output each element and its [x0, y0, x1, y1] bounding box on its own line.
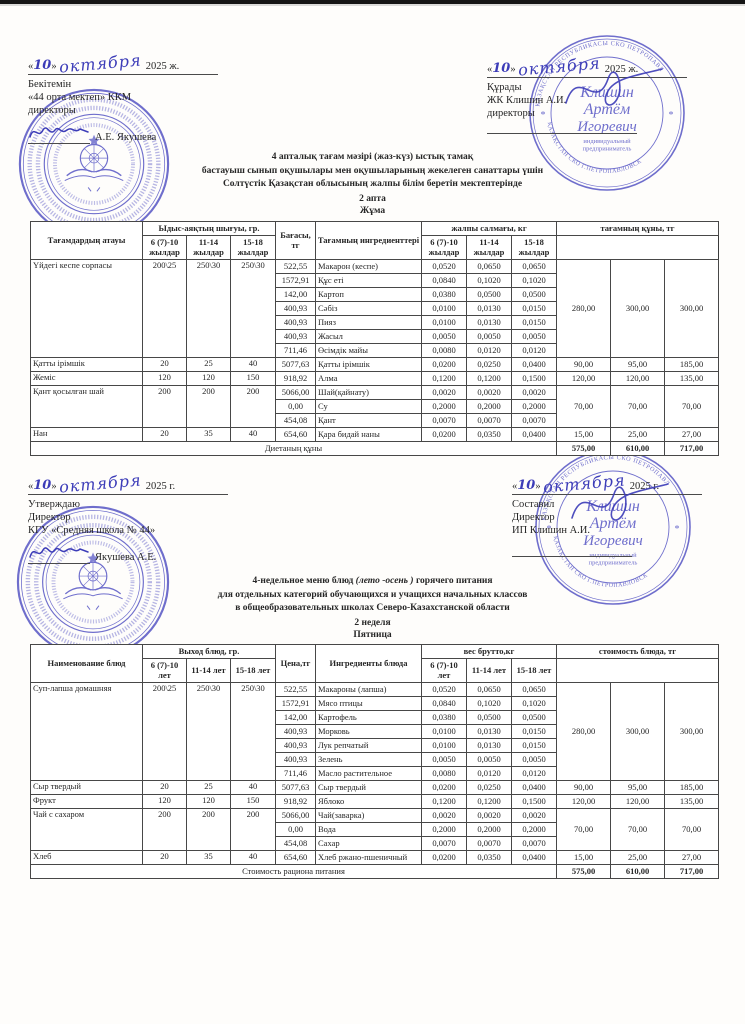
- ingredient-weight-cell: 0,0130: [467, 738, 512, 752]
- ingredient-weight-cell: 0,0250: [467, 357, 512, 371]
- col-header-output-group: Выход блюд, гр.: [143, 645, 276, 659]
- ingredient-name-cell: Қант: [316, 413, 422, 427]
- dish-name-cell: Хлеб: [31, 850, 143, 864]
- date-quote: »: [51, 61, 57, 72]
- ingredient-weight-cell: 0,1020: [467, 273, 512, 287]
- ingredient-weight-cell: 0,0050: [512, 752, 557, 766]
- dish-output-cell: 40: [231, 357, 276, 371]
- title-line: для отдельных категорий обучающихся и учащихся начальных классов: [217, 589, 528, 600]
- ingredient-price-cell: 654,60: [276, 427, 316, 441]
- ingredient-name-cell: Пияз: [316, 315, 422, 329]
- title-part: 4-недельное меню блюд: [252, 576, 356, 586]
- ingredient-name-cell: Қара бидай наны: [316, 427, 422, 441]
- dish-cost-cell: 90,00: [557, 357, 611, 371]
- handwritten-day: 10: [33, 478, 52, 493]
- dish-output-cell: 250\30: [231, 682, 276, 780]
- ingredient-weight-cell: 0,2000: [467, 399, 512, 413]
- ingredient-weight-cell: 0,0070: [512, 836, 557, 850]
- title-line: [0, 575, 745, 589]
- document-title-kk: [0, 151, 745, 192]
- total-cost-cell: 610,00: [611, 441, 665, 455]
- dish-cost-cell: 300,00: [611, 259, 665, 357]
- ingredient-weight-cell: 0,0100: [422, 738, 467, 752]
- col-header-age-range: 11-14 жылдар: [187, 235, 231, 259]
- ingredient-weight-cell: 0,0120: [512, 343, 557, 357]
- ingredient-weight-cell: 0,0400: [512, 357, 557, 371]
- signature: [28, 121, 90, 144]
- dish-output-cell: 35: [187, 850, 231, 864]
- total-cost-cell: 575,00: [557, 864, 611, 878]
- ingredient-name-cell: Сыр твердый: [316, 780, 422, 794]
- ingredient-weight-cell: 0,0070: [467, 413, 512, 427]
- dish-name-cell: Суп-лапша домашняя: [31, 682, 143, 780]
- ingredient-price-cell: 5066,00: [276, 385, 316, 399]
- dish-cost-cell: 300,00: [665, 682, 719, 780]
- handwritten-month: октября: [516, 53, 601, 80]
- ingredient-weight-cell: 0,0100: [422, 301, 467, 315]
- ingredient-weight-cell: 0,0400: [512, 850, 557, 864]
- ingredient-weight-cell: 0,0070: [467, 836, 512, 850]
- ingredient-price-cell: 1572,91: [276, 696, 316, 710]
- title-line: в общеобразовательных школах Северо-Казахстанской области: [235, 603, 510, 613]
- date-quote: »: [510, 64, 516, 75]
- title-line: бастауыш сынып оқушылары мен оқушыларының жекелеген санаттары үшін: [201, 165, 544, 176]
- dish-output-cell: 120: [143, 794, 187, 808]
- ingredient-weight-cell: 0,0840: [422, 273, 467, 287]
- ingredient-weight-cell: 0,0650: [467, 682, 512, 696]
- ingredient-weight-cell: 0,0130: [467, 315, 512, 329]
- signature-line: [487, 120, 637, 134]
- col-header-age-range: 6 (7)-10 жылдар: [143, 235, 187, 259]
- title-part: горячего питания: [413, 576, 493, 586]
- dish-output-cell: 120: [143, 371, 187, 385]
- dish-output-cell: 40: [231, 850, 276, 864]
- dish-name-cell: Нан: [31, 427, 143, 441]
- approve-word: Бекітемін: [28, 79, 72, 90]
- dish-cost-cell: 120,00: [557, 794, 611, 808]
- date-quote: «: [28, 61, 34, 72]
- ingredient-weight-cell: 0,0050: [422, 752, 467, 766]
- ingredient-price-cell: 711,46: [276, 343, 316, 357]
- ingredient-name-cell: Морковь: [316, 724, 422, 738]
- ingredient-price-cell: 711,46: [276, 766, 316, 780]
- date-year: 2025 ж.: [604, 64, 639, 75]
- col-header-cost-group: тағамның құны, тг: [557, 222, 719, 236]
- dish-output-cell: 20: [143, 780, 187, 794]
- col-header-cost-group: стоимость блюда, тг: [557, 645, 719, 659]
- dish-cost-cell: 120,00: [611, 371, 665, 385]
- ingredient-weight-cell: 0,2000: [422, 822, 467, 836]
- ingredient-name-cell: Қатты ірімшік: [316, 357, 422, 371]
- dish-cost-cell: 185,00: [665, 780, 719, 794]
- ingredient-name-cell: Лук репчатый: [316, 738, 422, 752]
- ingredient-weight-cell: 0,0200: [422, 850, 467, 864]
- ingredient-weight-cell: 0,1020: [512, 696, 557, 710]
- ingredient-weight-cell: 0,0050: [512, 329, 557, 343]
- ingredient-weight-cell: 0,0080: [422, 343, 467, 357]
- table-footer-label: Стоимость рациона питания: [31, 864, 557, 878]
- signer-role: директоры: [487, 108, 535, 119]
- handwritten-day: 10: [517, 478, 536, 493]
- ingredient-weight-cell: 0,0100: [422, 315, 467, 329]
- dish-cost-cell: 90,00: [557, 780, 611, 794]
- handwritten-month: октября: [541, 470, 626, 497]
- dish-output-cell: 35: [187, 427, 231, 441]
- ingredient-name-cell: Құс еті: [316, 273, 422, 287]
- ingredient-weight-cell: 0,1200: [422, 794, 467, 808]
- approval-block-kk: [28, 50, 218, 144]
- dish-name-cell: Қант қосылған шай: [31, 385, 143, 427]
- ingredient-weight-cell: 0,0350: [467, 427, 512, 441]
- date-quote: «: [512, 481, 518, 492]
- ingredient-name-cell: Мясо птицы: [316, 696, 422, 710]
- col-header-ingredients: Тағамның ингредиенттері: [316, 222, 422, 260]
- table-footer-label: Диетаның құны: [31, 441, 557, 455]
- ingredient-price-cell: 1572,91: [276, 273, 316, 287]
- compose-word: Құрады: [487, 82, 522, 93]
- ingredient-weight-cell: 0,1500: [512, 371, 557, 385]
- dish-output-cell: 200\25: [143, 682, 187, 780]
- col-header-age-range: 6 (7)-10 жылдар: [422, 235, 467, 259]
- dish-cost-cell: 280,00: [557, 682, 611, 780]
- dish-cost-cell: 120,00: [611, 794, 665, 808]
- ingredient-weight-cell: 0,0400: [512, 780, 557, 794]
- ingredient-weight-cell: 0,1200: [467, 794, 512, 808]
- ingredient-name-cell: Макарон (кеспе): [316, 259, 422, 273]
- ingredient-price-cell: 454,08: [276, 836, 316, 850]
- ingredient-name-cell: Вода: [316, 822, 422, 836]
- ingredient-weight-cell: 0,0080: [422, 766, 467, 780]
- dish-output-cell: 200: [187, 808, 231, 850]
- dish-output-cell: 250\30: [187, 259, 231, 357]
- ingredient-weight-cell: 0,0020: [512, 385, 557, 399]
- col-header-age-range: 11-14 лет: [187, 658, 231, 682]
- dish-output-cell: 200: [143, 385, 187, 427]
- ingredient-weight-cell: 0,0020: [422, 808, 467, 822]
- ingredient-weight-cell: 0,0020: [467, 808, 512, 822]
- ingredient-weight-cell: 0,0200: [422, 357, 467, 371]
- title-line: Солтүстік Қазақстан облысының жалпы білім беретін мектептерінде: [222, 179, 523, 189]
- ingredient-name-cell: Шай(қайнату): [316, 385, 422, 399]
- organization-name: «44 орта мектеп» ККМ: [28, 92, 132, 103]
- col-header-weight-group: жалпы салмағы, кг: [422, 222, 557, 236]
- ingredient-weight-cell: 0,0400: [512, 427, 557, 441]
- date-quote: «: [28, 481, 34, 492]
- ingredient-weight-cell: 0,0650: [512, 259, 557, 273]
- ingredient-price-cell: 5066,00: [276, 808, 316, 822]
- col-header-age-range: 15-18 жылдар: [512, 235, 557, 259]
- ingredient-price-cell: 522,55: [276, 259, 316, 273]
- handwritten-month: октября: [57, 470, 142, 497]
- ingredient-name-cell: Алма: [316, 371, 422, 385]
- dish-name-cell: Үйдегі кеспе сорпасы: [31, 259, 143, 357]
- dish-output-cell: 200: [231, 808, 276, 850]
- title-part-italic: (лето -осень ): [355, 576, 414, 586]
- dish-name-cell: Фрукт: [31, 794, 143, 808]
- col-header-age-range: 15-18 жылдар: [231, 235, 276, 259]
- ingredient-weight-cell: 0,0130: [467, 724, 512, 738]
- ingredient-price-cell: 0,00: [276, 822, 316, 836]
- dish-cost-cell: 25,00: [611, 850, 665, 864]
- dish-output-cell: 150: [231, 794, 276, 808]
- dish-output-cell: 40: [231, 427, 276, 441]
- ingredient-name-cell: Өсімдік майы: [316, 343, 422, 357]
- date-line: [28, 470, 228, 497]
- dish-cost-cell: 70,00: [611, 385, 665, 427]
- signer-role: Директор: [512, 512, 555, 523]
- ingredient-weight-cell: 0,1200: [422, 371, 467, 385]
- col-header-weight-group: вес брутто,кг: [422, 645, 557, 659]
- ingredient-name-cell: Хлеб ржано-пшеничный: [316, 850, 422, 864]
- col-header-dish-name: Наименование блюд: [31, 645, 143, 683]
- dish-name-cell: Қатты ірімшік: [31, 357, 143, 371]
- ingredient-weight-cell: 0,0050: [422, 329, 467, 343]
- ingredient-weight-cell: 0,0500: [512, 710, 557, 724]
- dish-output-cell: 200: [187, 385, 231, 427]
- ingredient-price-cell: 400,93: [276, 752, 316, 766]
- ingredient-weight-cell: 0,0020: [422, 385, 467, 399]
- dish-cost-cell: 135,00: [665, 371, 719, 385]
- ingredient-weight-cell: 0,0120: [467, 343, 512, 357]
- dish-cost-cell: 70,00: [665, 385, 719, 427]
- ingredient-price-cell: 5077,63: [276, 357, 316, 371]
- ingredient-weight-cell: 0,0520: [422, 259, 467, 273]
- ingredient-price-cell: 400,93: [276, 315, 316, 329]
- ingredient-weight-cell: 0,1020: [512, 273, 557, 287]
- ingredient-weight-cell: 0,0500: [512, 287, 557, 301]
- ingredient-weight-cell: 0,0020: [512, 808, 557, 822]
- ingredient-weight-cell: 0,0050: [467, 329, 512, 343]
- dish-output-cell: 120: [187, 794, 231, 808]
- ingredient-price-cell: 400,93: [276, 329, 316, 343]
- ingredient-weight-cell: 0,0120: [512, 766, 557, 780]
- col-header-dish-name: Тағамдардың атауы: [31, 222, 143, 260]
- ingredient-weight-cell: 0,1500: [512, 794, 557, 808]
- organization-name: КГУ «Средняя школа № 44»: [28, 525, 156, 536]
- ru-menu-table: [30, 644, 719, 879]
- dish-output-cell: 200: [231, 385, 276, 427]
- ingredient-name-cell: Чай(заварка): [316, 808, 422, 822]
- ingredient-weight-cell: 0,0350: [467, 850, 512, 864]
- ingredient-weight-cell: 0,0500: [467, 710, 512, 724]
- col-header-age-range: 6 (7)-10 лет: [422, 658, 467, 682]
- total-cost-cell: 610,00: [611, 864, 665, 878]
- document-title-ru: [0, 575, 745, 616]
- ingredient-weight-cell: 0,0070: [512, 413, 557, 427]
- dish-output-cell: 25: [187, 780, 231, 794]
- ingredient-weight-cell: 0,0020: [467, 385, 512, 399]
- col-header-price: Цена,тг: [276, 645, 316, 683]
- ingredient-name-cell: Сахар: [316, 836, 422, 850]
- ingredient-price-cell: 400,93: [276, 301, 316, 315]
- ingredient-weight-cell: 0,0380: [422, 710, 467, 724]
- ingredient-weight-cell: 0,2000: [512, 822, 557, 836]
- col-header-age-range: 11-14 жылдар: [467, 235, 512, 259]
- ingredient-weight-cell: 0,0150: [512, 301, 557, 315]
- date-year: 2025 г.: [145, 481, 176, 492]
- ingredient-weight-cell: 0,1200: [467, 371, 512, 385]
- col-header-age-range: 6 (7)-10 лет: [143, 658, 187, 682]
- date-year: 2025 ж.: [145, 61, 180, 72]
- ingredient-price-cell: 0,00: [276, 399, 316, 413]
- kk-menu-table: [30, 221, 719, 456]
- ingredient-price-cell: 142,00: [276, 710, 316, 724]
- dish-cost-cell: 300,00: [665, 259, 719, 357]
- ingredient-weight-cell: 0,0250: [467, 780, 512, 794]
- col-header-age-range: 15-18 лет: [231, 658, 276, 682]
- week-label-kk: 2 апта: [359, 194, 386, 204]
- ingredient-name-cell: Су: [316, 399, 422, 413]
- dish-name-cell: Жеміс: [31, 371, 143, 385]
- ingredient-name-cell: Картоп: [316, 287, 422, 301]
- ingredient-weight-cell: 0,0650: [467, 259, 512, 273]
- date-year: 2025 г.: [629, 481, 660, 492]
- dish-cost-cell: 95,00: [611, 357, 665, 371]
- ingredient-name-cell: Сәбіз: [316, 301, 422, 315]
- ingredient-weight-cell: 0,2000: [422, 399, 467, 413]
- dish-output-cell: 250\30: [231, 259, 276, 357]
- title-line: 4 апталық тағам мәзірі (жаз-күз) ыстық тамақ: [271, 152, 474, 162]
- signature: [566, 470, 676, 536]
- ingredient-weight-cell: 0,0070: [422, 836, 467, 850]
- approval-block-ru: [28, 470, 228, 564]
- dish-output-cell: 20: [143, 427, 187, 441]
- dish-cost-cell: 280,00: [557, 259, 611, 357]
- col-header-ingredients: Ингредиенты блюда: [316, 645, 422, 683]
- dish-cost-cell: 95,00: [611, 780, 665, 794]
- ingredient-weight-cell: 0,0130: [467, 301, 512, 315]
- ingredient-weight-cell: 0,0150: [512, 315, 557, 329]
- ingredient-price-cell: 918,92: [276, 794, 316, 808]
- handwritten-day: 10: [492, 61, 511, 76]
- signer-name: А.Е. Якушева: [95, 132, 157, 143]
- dish-cost-cell: 15,00: [557, 427, 611, 441]
- dish-cost-cell: 300,00: [611, 682, 665, 780]
- ingredient-name-cell: Яблоко: [316, 794, 422, 808]
- compose-word: Составил: [512, 499, 555, 510]
- ingredient-price-cell: 918,92: [276, 371, 316, 385]
- ingredient-price-cell: 400,93: [276, 738, 316, 752]
- dish-cost-cell: 135,00: [665, 794, 719, 808]
- ingredient-weight-cell: 0,0200: [422, 427, 467, 441]
- week-label-ru: 2 неделя: [354, 618, 391, 628]
- ingredient-weight-cell: 0,0840: [422, 696, 467, 710]
- dish-output-cell: 200\25: [143, 259, 187, 357]
- dish-output-cell: 20: [143, 357, 187, 371]
- dish-cost-cell: 70,00: [665, 808, 719, 850]
- dish-cost-cell: 70,00: [557, 808, 611, 850]
- col-header-price: Бағасы, тг: [276, 222, 316, 260]
- col-header-output-group: Ыдыс-аяқтың шығуы, гр.: [143, 222, 276, 236]
- dish-output-cell: 150: [231, 371, 276, 385]
- ingredient-price-cell: 5077,63: [276, 780, 316, 794]
- signature: [560, 55, 670, 121]
- ingredient-price-cell: 142,00: [276, 287, 316, 301]
- dish-cost-cell: 25,00: [611, 427, 665, 441]
- dish-output-cell: 120: [187, 371, 231, 385]
- ingredient-weight-cell: 0,1020: [467, 696, 512, 710]
- ingredient-weight-cell: 0,0150: [512, 738, 557, 752]
- dish-output-cell: 25: [187, 357, 231, 371]
- ingredient-price-cell: 654,60: [276, 850, 316, 864]
- ingredient-weight-cell: 0,2000: [512, 399, 557, 413]
- ingredient-name-cell: Картофель: [316, 710, 422, 724]
- dish-name-cell: Сыр твердый: [31, 780, 143, 794]
- handwritten-month: октября: [57, 50, 142, 77]
- ingredient-price-cell: 522,55: [276, 682, 316, 696]
- dish-output-cell: 40: [231, 780, 276, 794]
- dish-cost-cell: 27,00: [665, 427, 719, 441]
- approve-word: Утверждаю: [28, 499, 80, 510]
- organization-name: ЖК Клишин А.И.: [487, 95, 567, 106]
- organization-name: ИП Клишин А.И.: [512, 525, 591, 536]
- signature-line: [512, 543, 632, 557]
- col-header-age-range: 11-14 лет: [467, 658, 512, 682]
- dish-name-cell: Чай с сахаром: [31, 808, 143, 850]
- date-quote: »: [51, 481, 57, 492]
- ingredient-weight-cell: 0,0650: [512, 682, 557, 696]
- dish-cost-cell: 120,00: [557, 371, 611, 385]
- day-label-kk: Жұма: [359, 206, 386, 216]
- total-cost-cell: 575,00: [557, 441, 611, 455]
- scan-edge-shadow: [0, 4, 745, 6]
- ingredient-weight-cell: 0,2000: [467, 822, 512, 836]
- date-quote: «: [487, 64, 493, 75]
- dish-cost-cell: 185,00: [665, 357, 719, 371]
- ingredient-weight-cell: 0,0520: [422, 682, 467, 696]
- ingredient-name-cell: Зелень: [316, 752, 422, 766]
- dish-cost-cell: 70,00: [557, 385, 611, 427]
- ingredient-weight-cell: 0,0200: [422, 780, 467, 794]
- ingredient-weight-cell: 0,0380: [422, 287, 467, 301]
- date-line: [28, 50, 218, 77]
- handwritten-day: 10: [33, 58, 52, 73]
- dish-cost-cell: 15,00: [557, 850, 611, 864]
- ingredient-price-cell: 400,93: [276, 724, 316, 738]
- ingredient-weight-cell: 0,0500: [467, 287, 512, 301]
- ingredient-weight-cell: 0,0050: [467, 752, 512, 766]
- ingredient-weight-cell: 0,0120: [467, 766, 512, 780]
- dish-output-cell: 200: [143, 808, 187, 850]
- dish-cost-cell: 27,00: [665, 850, 719, 864]
- ingredient-weight-cell: 0,0070: [422, 413, 467, 427]
- signer-name: Якушева А.Е.: [95, 552, 157, 563]
- signer-role: Директор: [28, 512, 71, 523]
- date-quote: »: [535, 481, 541, 492]
- day-label-ru: Пятница: [353, 630, 392, 640]
- total-cost-cell: 717,00: [665, 864, 719, 878]
- ingredient-name-cell: Жасыл: [316, 329, 422, 343]
- col-header-age-range: 15-18 лет: [512, 658, 557, 682]
- dish-output-cell: 20: [143, 850, 187, 864]
- ingredient-name-cell: Макароны (лапша): [316, 682, 422, 696]
- ingredient-weight-cell: 0,0100: [422, 724, 467, 738]
- signature: [28, 541, 90, 564]
- dish-output-cell: 250\30: [187, 682, 231, 780]
- signer-role: директоры: [28, 105, 76, 116]
- ingredient-weight-cell: 0,0150: [512, 724, 557, 738]
- dish-cost-cell: 70,00: [611, 808, 665, 850]
- total-cost-cell: 717,00: [665, 441, 719, 455]
- ingredient-price-cell: 454,08: [276, 413, 316, 427]
- ingredient-name-cell: Масло растительное: [316, 766, 422, 780]
